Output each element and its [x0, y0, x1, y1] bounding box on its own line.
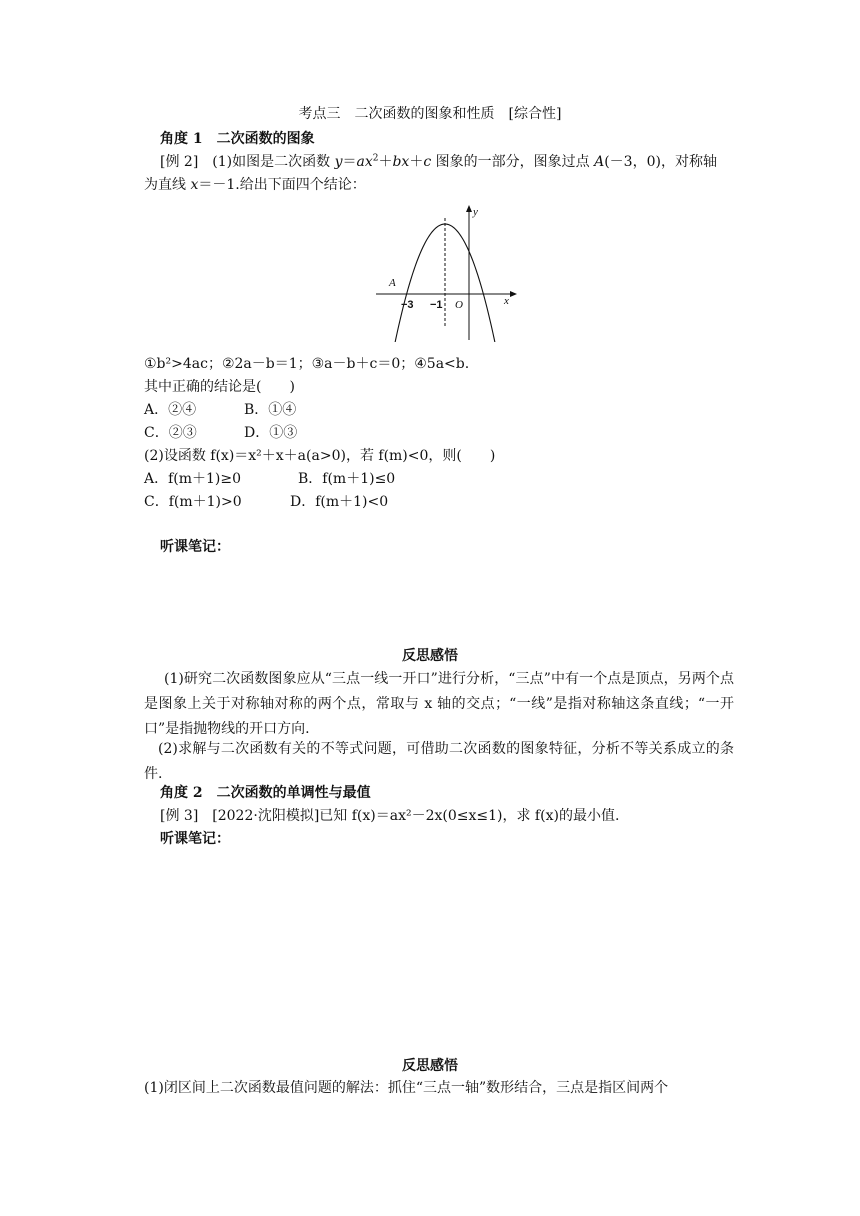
conclusions: ①b²>4ac；②2a－b＝1；③a－b＋c＝0；④5a<b. — [144, 356, 470, 372]
point-a-label: A — [389, 277, 396, 289]
example2-label: [例 2] — [160, 154, 199, 170]
q1-intro-part1: (1)如图是二次函数 — [212, 154, 335, 170]
origin-label: O — [455, 299, 463, 311]
notes-label-2: 听课笔记： — [160, 831, 230, 847]
section-title: 考点三 二次函数的图象和性质 [综合性] — [298, 106, 562, 122]
notes-label-1: 听课笔记： — [160, 539, 230, 555]
reflection1-title: 反思感悟 — [402, 648, 458, 664]
y-axis-label: y — [473, 206, 478, 218]
q1-option-b: B．①④ — [244, 402, 297, 418]
tick-label-minus3: −3 — [401, 299, 414, 311]
q2-option-b: B．f(m＋1)≤0 — [298, 471, 396, 487]
q2-option-c: C．f(m＋1)>0 — [144, 494, 242, 510]
reflection1-paragraph2: (2)求解与二次函数有关的不等式问题，可借助二次函数的图象特征，分析不等关系成立的条件. — [144, 741, 734, 782]
example2-line1: [例 2] (1)如图是二次函数 $y=ax^2+bx+c$ 图象的一部分，图象过点 A(－3，0)，对称轴 — [160, 153, 717, 170]
angle1-heading: 角度 1 二次函数的图象 — [160, 131, 315, 147]
y-axis-arrow-icon — [466, 205, 472, 212]
q2-option-a: A．f(m＋1)≥0 — [144, 471, 242, 487]
q1-intro-line2b: ＝－1.给出下面四个结论： — [198, 177, 366, 193]
reflection2-title: 反思感悟 — [402, 1058, 458, 1074]
reflection1-paragraph1: (1)研究二次函数图象应从“三点一线一开口”进行分析，“三点”中有一个点是顶点，另两个点是图象上关于对称轴对称的两个点，常取与 x 轴的交点；“一线”是指对称轴这条直线；“一开口”是指抛物线的开口方向. — [144, 671, 734, 737]
angle2-heading: 角度 2 二次函数的单调性与最值 — [160, 785, 371, 801]
tick-label-minus1: −1 — [430, 299, 443, 311]
q1-intro-part2: 图象的一部分，图象过点 — [431, 154, 595, 170]
example3: [例 3] [2022·沈阳模拟]已知 f(x)＝ax²－2x(0≤x≤1)，求 f(x)的最小值. — [160, 808, 620, 824]
q1-option-a: A．②④ — [144, 402, 197, 418]
example2-line2: 为直线 x＝－1.给出下面四个结论： — [144, 177, 366, 193]
q1-option-d: D．①③ — [244, 425, 298, 441]
q1-intro-line2a: 为直线 — [144, 177, 191, 193]
x-axis-arrow-icon — [510, 291, 517, 297]
reflection2-paragraph1: (1)闭区间上二次函数最值问题的解法：抓住“三点一轴”数形结合，三点是指区间两个 — [144, 1080, 669, 1096]
parabola-graph — [372, 200, 522, 342]
q2-option-d: D．f(m＋1)<0 — [290, 494, 389, 510]
correct-prompt: 其中正确的结论是( ) — [144, 379, 295, 395]
q1-option-c: C．②③ — [144, 425, 197, 441]
q1-intro-part3: (－3，0)，对称轴 — [604, 154, 717, 170]
q2-stem: (2)设函数 f(x)＝x²＋x＋a(a>0)，若 f(m)<0，则( ) — [144, 448, 496, 464]
x-axis-label: x — [504, 295, 509, 307]
